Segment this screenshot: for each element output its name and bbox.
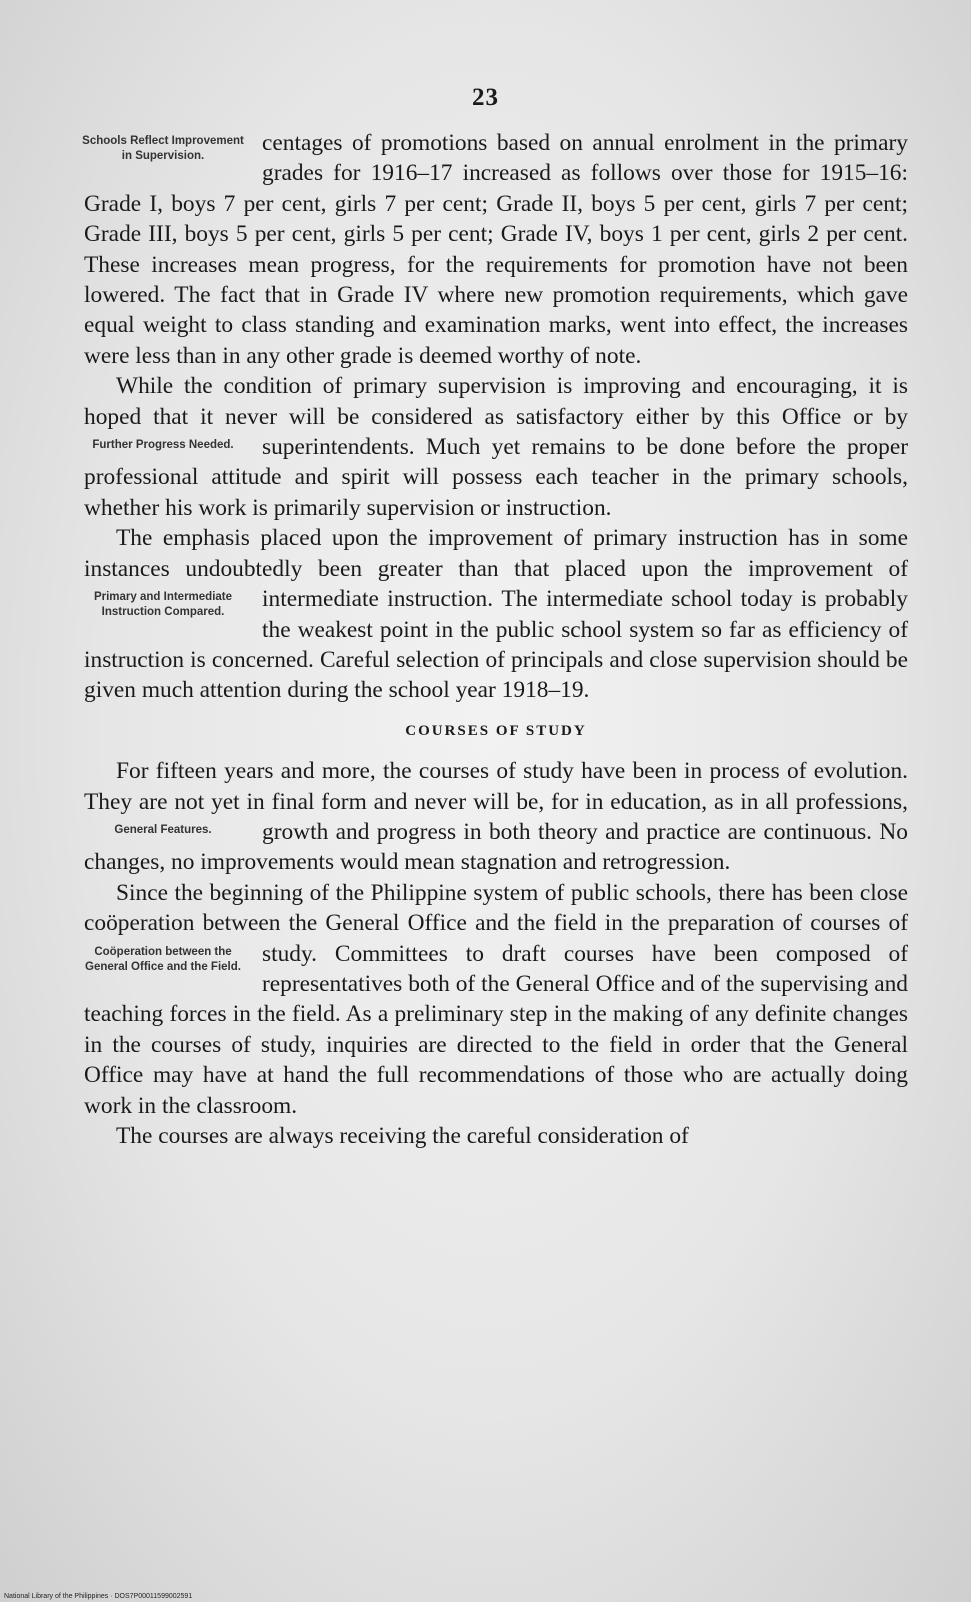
margin-note: Further Progress Needed. [92,439,234,452]
footer-credit: National Library of the Philippines · DOS7P00011599002591 [4,1593,193,1600]
paragraph [84,128,908,371]
paragraph [84,1121,908,1151]
paragraph [84,371,908,523]
paragraph [84,756,908,878]
paragraph-text: centages of promotions based on annual enrolment in the primary grades for 1916–17 increased as follows over those for 1915–16: Grade I, boys 7 per cent, girls 7 per cent; Grade II, boys 5 per cent, girls 7 per cent; Grade III, boys 5 per cent, girls 5 per cent; Grade IV, boys 1 per cent, girls 2 per cent. These increases mean progress, for the requirements for promotion have not been lowered. The fact that in Grade IV where new promotion requirements, which gave equal weight to class standing and examination marks, went into effect, the increases were less than in any other grade is deemed worthy of note. [84,130,908,369]
paragraph [84,878,908,1121]
paragraph-text: remains to be done before the proper professional attitude and spirit will possess each teacher in the primary schools, whether his work is primarily supervision or instruction. [84,434,908,521]
paragraph-text: The courses are always receiving the careful consideration of [116,1123,689,1149]
paragraph [84,523,908,705]
margin-note: General Features. [114,823,212,836]
page-number: 23 [472,84,499,111]
paragraph-text: The intermediate school today is probably the weakest point in the public school system so far as efficiency of instruction is concerned. Careful selection of principals and close supervision should be given much attention during the school year 1918–19. [84,586,908,704]
paragraph-text: For fifteen years and more, the courses of study have been in process of evolution. They are not yet in final form and never will be, for in education, as in all professions, growth and [84,758,908,845]
paragraph-text: Since the beginning of the Philippine system of public schools, there has been close coöperation between the General Office and the field in the preparation of courses of study. Committees to [84,879,908,967]
paragraph-text: progress in both theory and practice are continuous. No changes, no improvements would mean stagnation and retrogression. [84,818,908,876]
section-heading: COURSES OF STUDY [405,722,587,739]
margin-note: Primary and Intermediate Instruction Compared. [93,591,233,619]
paragraph-text: While the condition of primary supervision is improving and encouraging, it is hoped that it never will be considered as satisfactory either by this Office or by superintendents. Much yet [84,373,908,461]
body-text [84,128,908,1151]
paragraph-text: draft courses have been composed of representatives both of the General Office and of the supervising and teaching forces in the field. As a preliminary step in the making of any definite changes in the courses of study, inquiries are directed to the field in order that the General Office may have at hand the full recommendations of those who are actually doing work in the classroom. [84,940,908,1119]
margin-note: Coöperation between the General Office and the Field. [85,945,241,973]
margin-note: Schools Reflect Improvement in Supervision. [82,135,244,162]
paragraph-text: The emphasis placed upon the improvement of primary instruction has in some instances undoubtedly been greater than that placed upon the improvement of intermediate instruction. [84,525,908,613]
